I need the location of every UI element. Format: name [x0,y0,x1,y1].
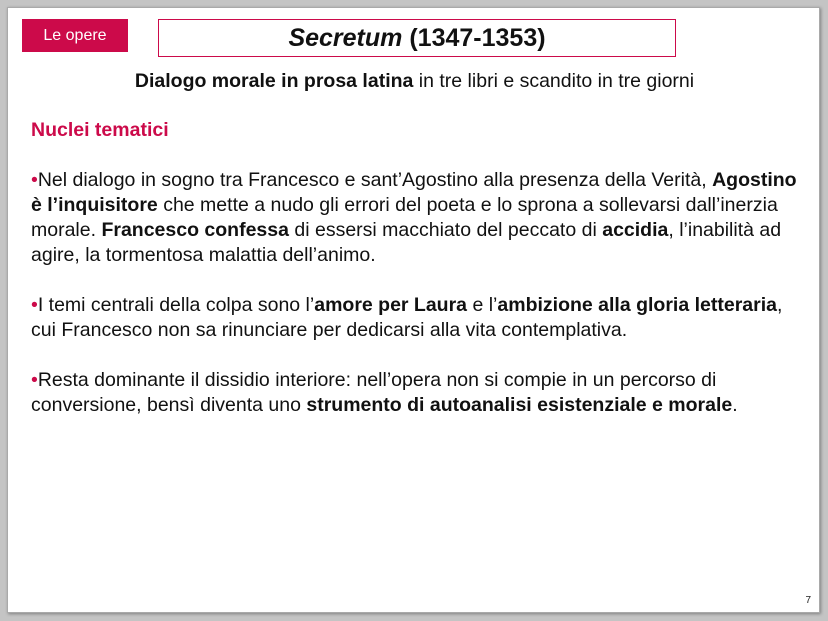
bullet-paragraph [31,368,801,418]
page-number: 7 [805,595,811,606]
subtitle-rest: in tre libri e scandito in tre giorni [413,70,695,92]
bold-phrase: Francesco confessa [101,219,289,241]
section-heading: Nuclei tematici [31,119,169,141]
bullet-paragraph [31,293,801,343]
text-run: Nel dialogo in sogno tra Francesco e sant’Agostino alla presenza della Verità, [37,169,713,191]
bullet-icon: • [31,294,38,316]
text-run: Resta dominante il dissidio interiore: nell’opera non si compie in un percorso di conversione, bensì diventa uno [31,369,717,416]
bold-phrase: Agostino è l’inquisitore [31,169,797,216]
section-tag: Le opere [22,19,128,52]
bullet-icon: • [31,169,38,191]
text-run: e l’ [467,294,498,316]
bold-phrase: amore per Laura [314,294,468,316]
text-run: , l’inabilità ad agire, la tormentosa malattia dell’animo. [31,219,782,266]
slide [7,7,820,613]
text-run: , cui Francesco non sa rinunciare per dedicarsi alla vita contemplativa. [31,294,783,341]
title-work-name: Secretum [288,24,403,52]
bold-phrase: ambizione alla gloria letteraria [497,294,777,316]
text-run: che mette a nudo gli errori del poeta e lo sprona a sollevarsi dall’inerzia morale. [31,194,778,241]
slide-title [158,19,676,57]
text-run: . [732,394,738,416]
bold-phrase: strumento di autoanalisi esistenziale e morale [306,394,733,416]
bold-phrase: accidia [602,219,669,241]
text-run: I temi centrali della colpa sono l’ [37,294,315,316]
bullet-icon: • [31,369,38,391]
slide-subtitle [8,70,821,93]
text-run: di essersi macchiato del peccato di [288,219,603,241]
subtitle-bold: Dialogo morale in prosa latina [134,70,414,92]
title-dates: (1347-1353) [402,24,546,52]
bullet-paragraph [31,168,801,268]
